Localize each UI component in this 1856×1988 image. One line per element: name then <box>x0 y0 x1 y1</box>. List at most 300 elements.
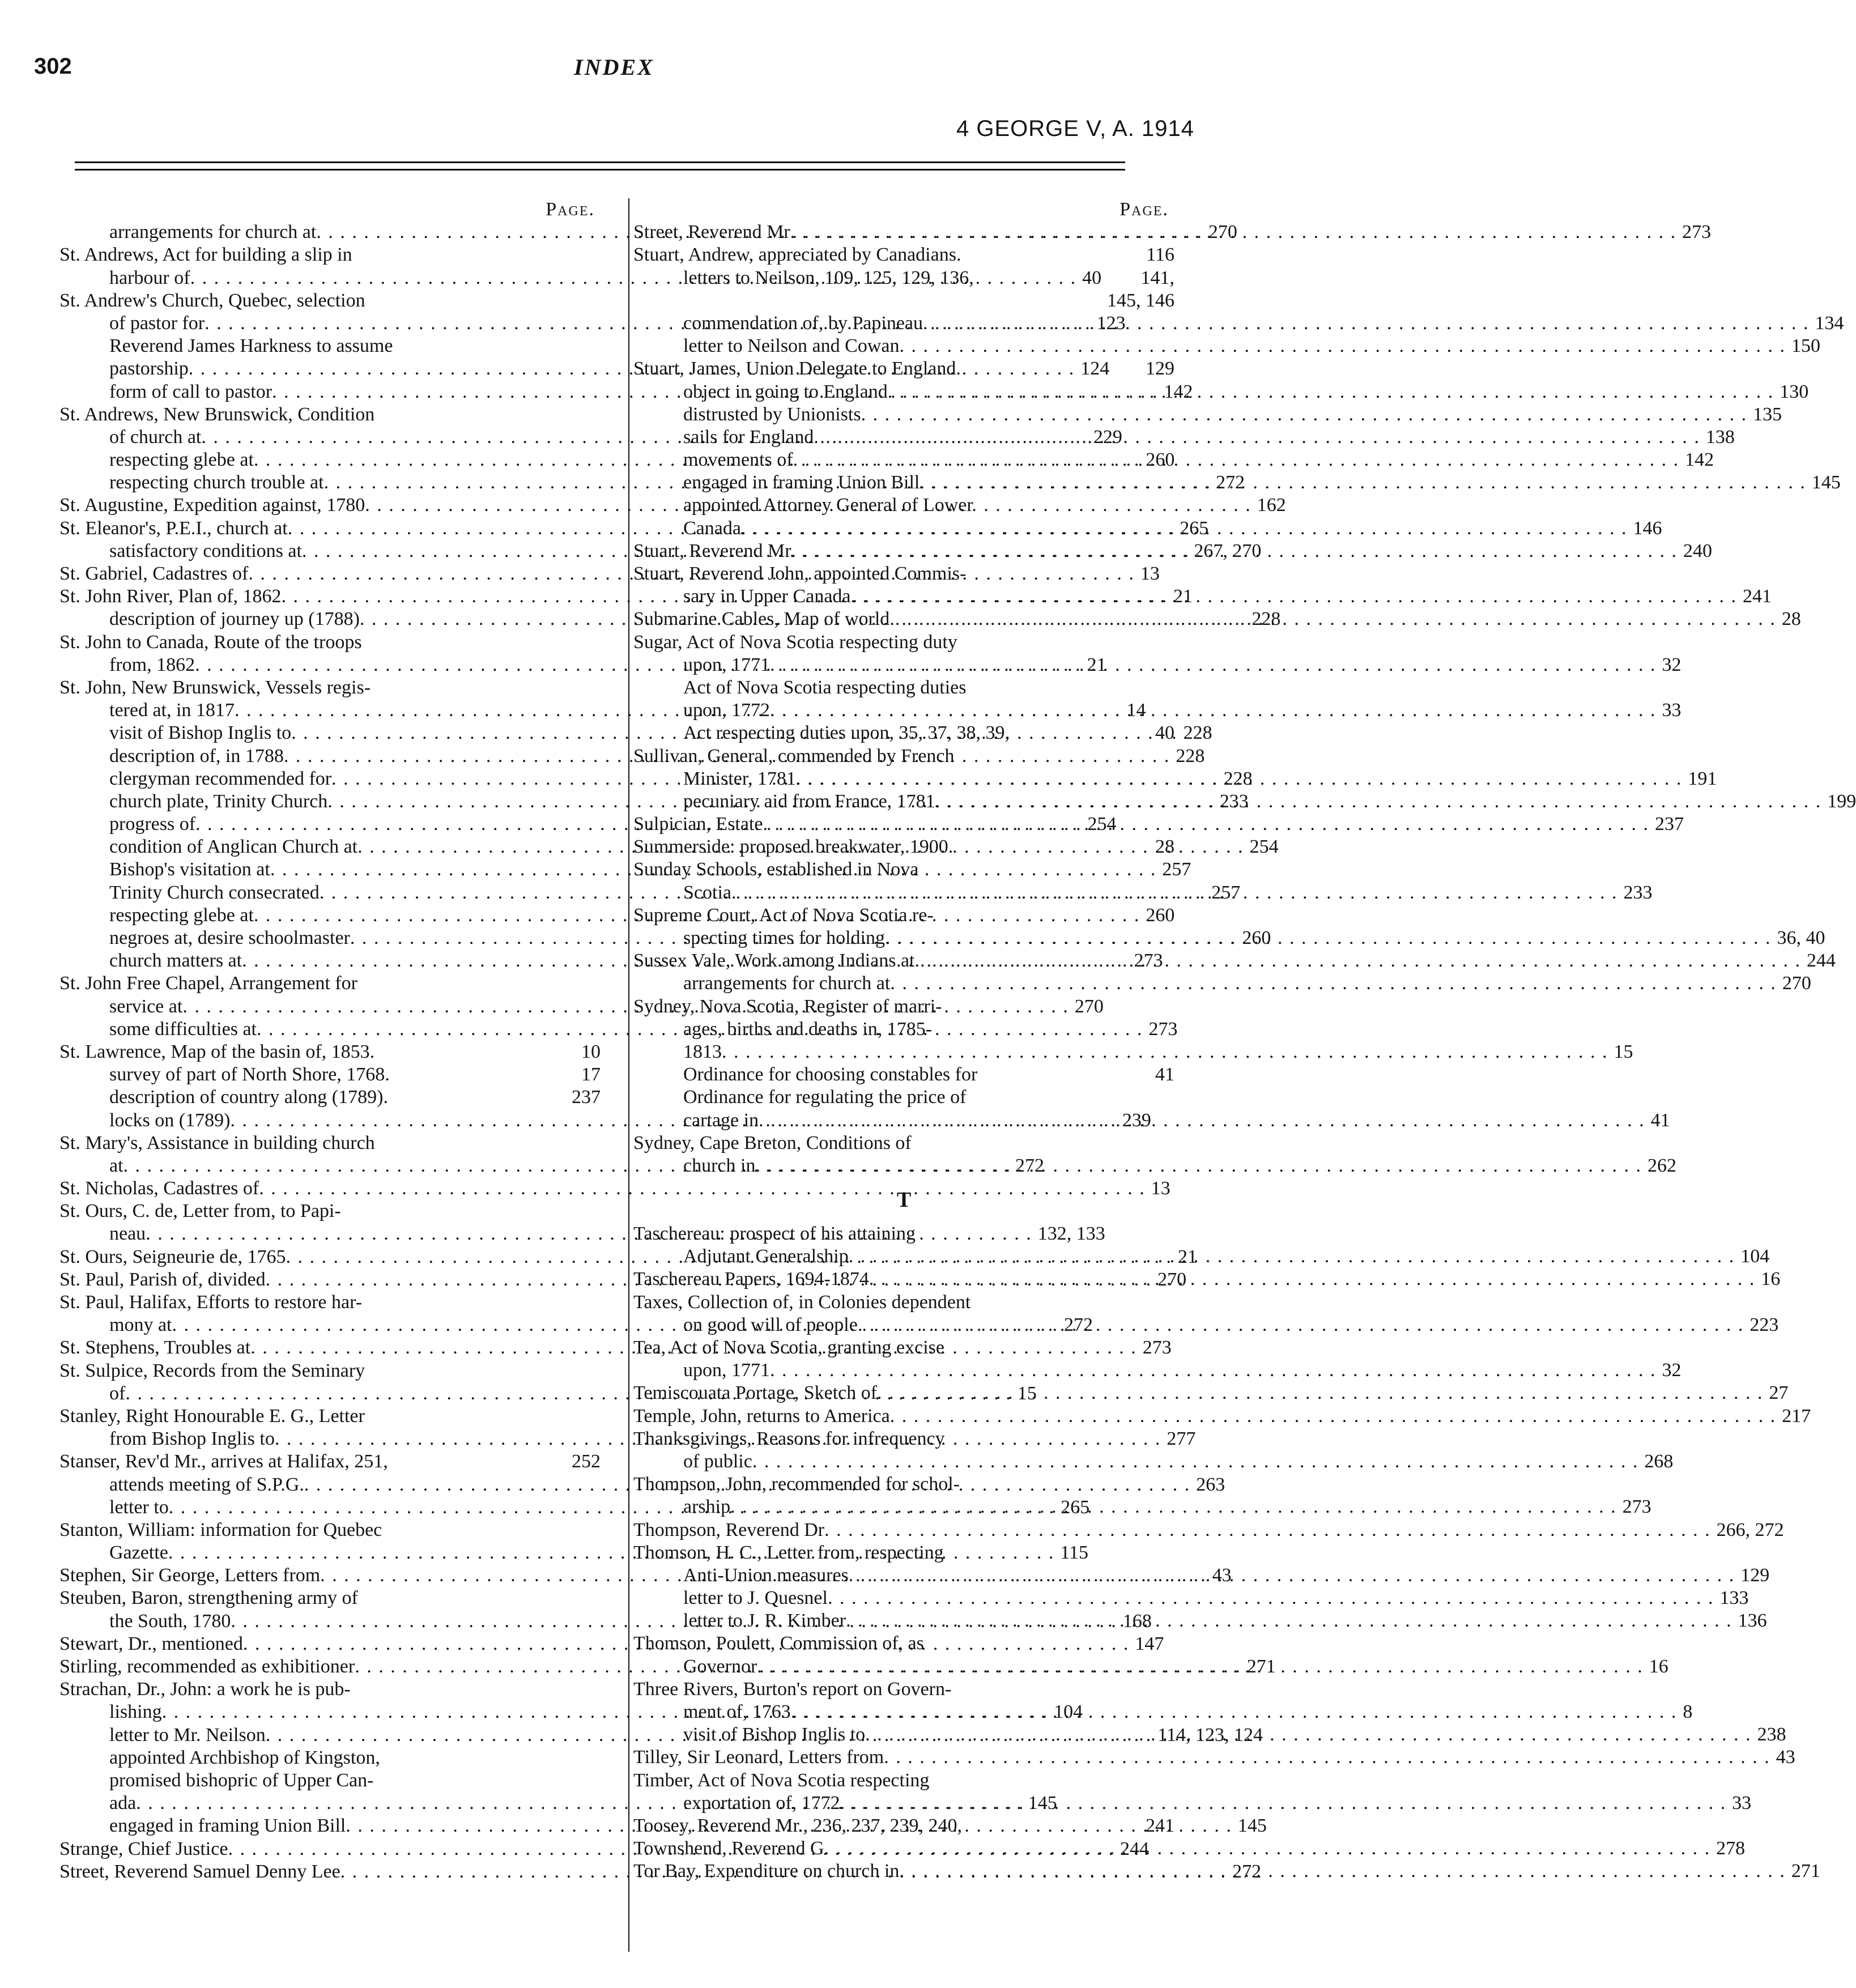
entry-page: 32 <box>1662 654 1682 675</box>
entry-page: 262 <box>1647 1155 1676 1176</box>
entry-text: Thompson, John, recommended for schol- <box>633 1474 960 1495</box>
leader-dots <box>890 1405 1777 1428</box>
index-entry <box>633 1428 1174 1450</box>
entry-text: mony at <box>109 1314 172 1336</box>
entry-page: 16 <box>1649 1655 1668 1677</box>
entry-text: commendation of, by Papineau <box>683 312 923 334</box>
entry-text: ment of, 1763 <box>683 1701 791 1722</box>
index-entry <box>59 1063 601 1086</box>
entry-text: Strange, Chief Justice <box>59 1838 228 1859</box>
entry-page: 13 <box>1140 563 1160 584</box>
entry-text: engaged in framing Union Bill <box>109 1815 346 1837</box>
entry-text: of pastor for <box>109 312 205 334</box>
entry-page: 267, 270 <box>1194 540 1262 561</box>
entry-text: 1813 <box>683 1041 722 1062</box>
leader-dots <box>770 699 1657 722</box>
entry-text: St. Ours, Seigneurie de, 1765 <box>59 1246 286 1267</box>
entry-page: 254 <box>1249 836 1279 858</box>
index-entry <box>633 699 1682 722</box>
entry-page: 15 <box>1614 1041 1633 1062</box>
entry-text: Stirling, recommended as exhibitioner <box>59 1656 355 1677</box>
entry-text: appointed Attorney General of Lower <box>683 495 973 516</box>
entry-text: Act of Nova Scotia respecting duties <box>683 676 967 698</box>
entry-text: Sussex Vale, Work among Indians at <box>633 950 915 972</box>
entry-text: St. Sulpice, Records from the Seminary <box>59 1360 365 1381</box>
entry-text: of public <box>683 1450 752 1472</box>
entry-page: 41 <box>1650 1109 1670 1131</box>
entry-text: survey of part of North Shore, 1768. <box>109 1064 390 1085</box>
entry-page: 237 <box>572 1087 601 1108</box>
index-entry <box>59 1769 601 1792</box>
entry-text: Thompson, Reverend Dr <box>633 1519 825 1540</box>
index-entry <box>633 722 1174 744</box>
entry-text: Steuben, Baron, strengthening army of <box>59 1587 358 1609</box>
index-entry <box>633 995 1174 1018</box>
index-entry <box>59 1086 601 1109</box>
entry-text: description of, in 1788 <box>109 745 284 767</box>
leader-dots <box>915 950 1802 972</box>
entry-page: 199 <box>1827 790 1856 812</box>
header-rule-top <box>75 161 1125 163</box>
index-entry <box>633 631 1174 654</box>
page-column-label: Page. <box>546 199 595 220</box>
leader-dots <box>759 1109 1645 1132</box>
leader-dots <box>770 1359 1657 1382</box>
entry-page: 278 <box>1716 1838 1746 1859</box>
index-entry <box>633 1450 1674 1473</box>
entry-page: 257 <box>1211 882 1241 903</box>
index-entry <box>633 836 1174 858</box>
entry-text: St. Stephens, Troubles at <box>59 1337 251 1359</box>
index-entry <box>633 403 1782 426</box>
entry-text: some difficulties at <box>109 1018 257 1040</box>
entry-text: Sulpician, Estate <box>633 814 763 835</box>
entry-page: 217 <box>1782 1405 1811 1427</box>
entry-text: arrangements for church at <box>109 222 317 243</box>
entry-page: 270 <box>1074 995 1104 1017</box>
leader-dots <box>858 1314 1744 1336</box>
entry-text: Timber, Act of Nova Scotia respecting <box>633 1769 930 1791</box>
entry-page: 273 <box>1142 1337 1172 1359</box>
leader-dots <box>899 335 1786 357</box>
entry-page: 272 <box>1015 1155 1045 1176</box>
entry-text: respecting church trouble at <box>109 472 324 493</box>
entry-text: Thomson, Poulett, Commission of, as <box>633 1633 924 1654</box>
entry-text: St. John River, Plan of, 1862 <box>59 586 282 607</box>
entry-text: pastorship <box>109 358 189 380</box>
index-entry <box>633 1086 1174 1109</box>
entry-text: Sydney, Nova Scotia, Register of marri- <box>633 995 942 1017</box>
entry-text: Stuart, Andrew, appreciated by Canadians. <box>633 244 961 266</box>
entry-text: Trinity Church consecrated <box>109 882 320 903</box>
entry-page: 43 <box>1212 1565 1232 1586</box>
entry-text: Stuart, James, Union Delegate to England. <box>633 358 961 380</box>
entry-text: letter to <box>109 1496 169 1518</box>
entry-page: 257 <box>1162 859 1191 880</box>
index-entry <box>633 1223 1174 1245</box>
entry-text: from Bishop Inglis to <box>109 1428 275 1450</box>
entry-text: letter to J. R. Kimber <box>683 1610 846 1632</box>
index-entry <box>59 1519 601 1542</box>
entry-page: 133 <box>1719 1587 1749 1609</box>
leader-dots <box>869 1268 1756 1291</box>
index-entry <box>633 1701 1693 1723</box>
entry-text: St. Eleanor's, P.E.I., church at <box>59 517 288 539</box>
entry-text: sary in Upper Canada <box>683 586 851 607</box>
entry-page: 145 <box>1028 1793 1057 1814</box>
entry-text: Tilley, Sir Leonard, Letters from <box>633 1747 884 1768</box>
entry-page: 141, <box>1140 267 1174 288</box>
entry-page: 104 <box>1740 1246 1770 1267</box>
entry-text: at <box>109 1155 124 1176</box>
entry-page: 134 <box>1815 312 1844 334</box>
index-entry <box>633 1678 1174 1701</box>
leader-dots <box>757 1655 1644 1678</box>
entry-page: 16 <box>1761 1268 1781 1290</box>
entry-page: 14 <box>1126 700 1146 721</box>
entry-text: St. Andrews, New Brunswick, Condition <box>59 403 375 425</box>
index-entry <box>59 676 601 699</box>
entry-text: Stuart, Reverend Mr <box>633 540 791 561</box>
index-entry <box>59 631 601 654</box>
leader-dots <box>763 813 1650 836</box>
index-entry <box>633 563 1174 585</box>
entry-page: 273 <box>1148 1018 1178 1040</box>
index-entry <box>633 654 1682 676</box>
entry-page: 115 <box>1060 1542 1089 1564</box>
entry-page: 168 <box>1122 1610 1152 1632</box>
entry-text: St. Augustine, Expedition against, 1780 <box>59 495 365 516</box>
entry-text: St. Lawrence, Map of the basin of, 1853. <box>59 1041 375 1062</box>
entry-page: 145, 146 <box>1107 290 1174 311</box>
index-entry <box>633 1815 1174 1837</box>
entry-text: specting times for holding <box>683 927 886 948</box>
entry-page: 273 <box>1134 950 1163 972</box>
entry-text: Act respecting duties upon, 35, 37, 38, 39, <box>683 722 1010 744</box>
index-entry <box>633 244 1174 266</box>
entry-page: 228 <box>1176 745 1205 767</box>
leader-dots <box>722 1041 1608 1063</box>
entry-page: 142 <box>1164 381 1193 402</box>
leader-dots <box>851 585 1738 608</box>
column-divider <box>628 198 629 1952</box>
entry-page: 123 <box>1096 312 1126 334</box>
entry-page: 238 <box>1757 1724 1786 1746</box>
entry-page: 270 <box>1208 222 1237 243</box>
entry-page: 233 <box>1219 790 1249 812</box>
entry-page: 142 <box>1685 449 1714 471</box>
entry-page: 272 <box>1063 1314 1093 1336</box>
entry-page: 145 <box>1811 472 1841 493</box>
entry-page: 266, 272 <box>1716 1519 1784 1540</box>
entry-text: St. John, New Brunswick, Vessels regis- <box>59 676 371 698</box>
entry-text: Adjutant Generalship <box>683 1246 849 1267</box>
entry-text: of <box>109 1382 126 1404</box>
entry-page: 36, 40 <box>1777 927 1825 948</box>
entry-page: 104 <box>1054 1701 1083 1723</box>
index-entry <box>633 1268 1781 1291</box>
index-entry <box>633 904 1174 927</box>
entry-text: Canada <box>683 517 741 539</box>
entry-page: 17 <box>581 1064 601 1085</box>
entry-text: Ordinance for regulating the price of <box>683 1087 967 1108</box>
index-entry <box>633 1632 1174 1655</box>
entry-text: Stuart, Reverend John, appointed Commis- <box>633 563 967 584</box>
entry-page: 263 <box>1196 1474 1225 1495</box>
index-entry <box>633 1746 1795 1769</box>
entry-page: 240 <box>1683 540 1713 561</box>
index-entry <box>633 950 1836 972</box>
entry-text: Three Rivers, Burton's report on Govern- <box>633 1678 952 1700</box>
entry-text: Sugar, Act of Nova Scotia respecting duty <box>633 631 957 653</box>
entry-text: St. Gabriel, Cadastres of <box>59 563 249 584</box>
index-entry <box>633 1496 1651 1518</box>
entry-page: 237 <box>1655 814 1684 835</box>
entry-text: Street, Reverend Mr <box>633 222 790 243</box>
entry-text: on good will of people <box>683 1314 858 1335</box>
entry-page: 138 <box>1705 426 1735 448</box>
entry-page: 147 <box>1135 1633 1164 1654</box>
entry-text: Submarine Cables, Map of world <box>633 608 890 630</box>
entry-page: 244 <box>1119 1838 1149 1859</box>
leader-dots <box>814 426 1700 449</box>
section-letter: T <box>896 1188 912 1212</box>
entry-text: Tea, Act of Nova Scotia, granting excise <box>633 1337 944 1358</box>
index-entry <box>59 403 601 426</box>
entry-text: church matters at <box>109 950 242 972</box>
entry-text: Ordinance for choosing constables for <box>683 1064 978 1085</box>
index-entry <box>633 813 1684 836</box>
entry-page: 254 <box>1087 814 1117 835</box>
leader-dots <box>824 1519 1711 1542</box>
entry-page: 132, 133 <box>1037 1223 1105 1245</box>
index-entry <box>633 1792 1752 1815</box>
entry-text: form of call to pastor <box>109 381 273 402</box>
entry-text: respecting glebe at <box>109 904 254 926</box>
entry-text: object in going to England <box>683 381 888 402</box>
entry-text: exportation of, 1772 <box>683 1792 840 1814</box>
entry-page: 271 <box>1791 1861 1820 1882</box>
entry-page: 32 <box>1662 1360 1682 1381</box>
entry-page: 150 <box>1791 335 1820 357</box>
entry-page: 116 <box>1146 244 1174 266</box>
index-entry <box>59 335 601 357</box>
entry-text: Thanksgivings, Reasons for infrequency <box>633 1428 945 1449</box>
entry-text: from, 1862 <box>109 654 195 675</box>
entry-text: ada <box>109 1793 137 1814</box>
entry-page: 129 <box>1740 1564 1770 1586</box>
entry-text: Anti-Union measures <box>683 1564 849 1586</box>
leader-dots <box>935 790 1822 813</box>
entry-text: attends meeting of S.P.G. <box>109 1474 304 1495</box>
index-entry <box>59 1132 601 1155</box>
entry-page: 260 <box>1146 449 1175 471</box>
entry-page: 8 <box>1683 1701 1693 1722</box>
leader-dots <box>752 1450 1639 1473</box>
leader-dots <box>889 608 1776 631</box>
entry-text: Taschereau: prospect of his attaining <box>633 1223 916 1245</box>
entry-text: St. Mary's, Assistance in building church <box>59 1132 375 1153</box>
index-entry <box>59 1041 601 1063</box>
entry-text: St. Paul, Halifax, Efforts to restore har- <box>59 1292 363 1313</box>
index-entry <box>633 1336 1174 1359</box>
index-entry <box>633 858 1174 881</box>
page-title: INDEX <box>574 54 654 80</box>
entry-text: visit of Bishop Inglis to <box>683 1724 866 1746</box>
entry-page: 28 <box>1781 608 1801 630</box>
entry-page: 28 <box>1155 836 1174 858</box>
leader-dots <box>824 1837 1711 1860</box>
entry-text: cartage in <box>683 1109 759 1131</box>
index-entry <box>633 1769 1174 1792</box>
entry-text: Stanley, Right Honourable E. G., Letter <box>59 1405 365 1427</box>
entry-page: 272 <box>1216 472 1245 493</box>
entry-page: 271 <box>1246 1656 1276 1677</box>
index-entry <box>633 267 1174 290</box>
entry-text: Scotia <box>683 882 731 903</box>
index-entry <box>59 1450 601 1473</box>
entry-text: Summerside: proposed breakwater, 1900. <box>633 836 953 858</box>
index-entry <box>633 745 1174 768</box>
entry-text: Sydney, Cape Breton, Conditions of <box>633 1132 912 1153</box>
index-entry <box>633 1018 1174 1041</box>
entry-text: St. Nicholas, Cadastres of <box>59 1178 259 1199</box>
entry-text: upon, 1771 <box>683 1360 770 1381</box>
session-label: 4 GEORGE V, A. 1914 <box>956 116 1194 141</box>
entry-page: 260 <box>1146 904 1175 926</box>
leader-dots <box>884 1746 1770 1769</box>
leader-dots <box>796 768 1683 790</box>
entry-text: lishing <box>109 1701 162 1723</box>
leader-dots <box>885 927 1772 950</box>
leader-dots <box>790 221 1677 244</box>
entry-text: Thomson, H. C., Letter from, respecting <box>633 1542 944 1563</box>
entry-page: 135 <box>1753 403 1782 425</box>
index-entry <box>633 335 1820 357</box>
entry-page: 129 <box>1146 358 1174 380</box>
entry-page: 40 <box>1155 722 1174 744</box>
leader-dots <box>828 1587 1714 1610</box>
entry-text: St. John to Canada, Route of the troops <box>59 631 362 653</box>
entry-page: 268 <box>1644 1450 1674 1472</box>
entry-page: 272 <box>1232 1861 1262 1882</box>
entry-page: 244 <box>1807 950 1836 972</box>
index-entry <box>633 494 1174 517</box>
entry-text: service at <box>109 995 183 1017</box>
entry-page: 114, 123, 124 <box>1157 1724 1263 1746</box>
index-entry <box>633 1359 1682 1382</box>
leader-dots <box>923 312 1810 335</box>
entry-text: Street, Reverend Samuel Denny Lee <box>59 1861 340 1882</box>
leader-dots <box>755 1155 1642 1177</box>
index-entry <box>59 1747 601 1769</box>
index-entry <box>633 1382 1789 1404</box>
entry-text: St. Paul, Parish of, divided <box>59 1268 266 1290</box>
leader-dots <box>846 1610 1732 1632</box>
entry-text: Minister, 1781 <box>683 768 796 789</box>
entry-text: St. John Free Chapel, Arrangement for <box>59 973 357 994</box>
entry-page: 136 <box>1738 1610 1767 1632</box>
index-entry <box>59 290 601 312</box>
page-number: 302 <box>34 54 72 79</box>
entry-text: upon, 1771 <box>683 654 770 675</box>
entry-text: description of country along (1789). <box>109 1087 388 1108</box>
index-entry <box>633 972 1811 995</box>
leader-dots <box>890 972 1777 995</box>
entry-text: Bishop's visitation at <box>109 859 270 880</box>
entry-text: arrangements for church at <box>683 973 891 994</box>
index-entry <box>633 312 1844 335</box>
entry-text: description of journey up (1788) <box>109 608 360 630</box>
index-entry <box>59 972 601 995</box>
index-entry <box>59 1360 601 1382</box>
index-entry <box>633 676 1174 699</box>
entry-page: 273 <box>1622 1496 1651 1518</box>
entry-text: distrusted by Unionists <box>683 403 861 425</box>
entry-page: 40 <box>1082 267 1102 288</box>
entry-text: Taxes, Collection of, in Colonies dependent <box>633 1291 971 1313</box>
leader-dots <box>770 654 1657 676</box>
entry-page: 229 <box>1093 426 1122 448</box>
entry-page: 33 <box>1662 700 1682 721</box>
index-entry <box>59 244 601 266</box>
entry-text: Sullivan, General, commended by French <box>633 745 955 767</box>
entry-page: 130 <box>1780 381 1809 402</box>
entry-text: locks on (1789) <box>109 1109 231 1131</box>
entry-text: movements of <box>683 449 793 471</box>
entry-page: 145 <box>1237 1815 1267 1837</box>
leader-dots <box>877 1382 1764 1404</box>
entry-text: Supreme Court, Act of Nova Scotia re- <box>633 904 934 926</box>
entry-page: 33 <box>1732 1792 1752 1814</box>
entry-text: Stanser, Rev'd Mr., arrives at Halifax, 251, <box>59 1451 388 1472</box>
entry-text: negroes at, desire schoolmaster <box>109 927 350 948</box>
entry-page: 270 <box>1782 973 1811 994</box>
entry-text: harbour of <box>109 267 190 288</box>
entry-page: 124 <box>1080 358 1110 380</box>
index-entry <box>633 1542 1174 1564</box>
page-column-label: Page. <box>1119 199 1169 220</box>
index-entry <box>633 1132 1174 1155</box>
entry-text: St. Ours, C. de, Letter from, to Papi- <box>59 1201 341 1222</box>
entry-text: Townshend, Reverend G <box>633 1838 824 1859</box>
entry-text: upon, 1772 <box>683 700 770 721</box>
entry-page: 146 <box>1633 517 1662 539</box>
leader-dots <box>920 471 1806 494</box>
index-entry <box>633 426 1735 449</box>
index-entry <box>633 1587 1749 1610</box>
entry-text: Reverend James Harkness to assume <box>109 335 393 357</box>
entry-text: church plate, Trinity Church <box>109 790 328 812</box>
leader-dots <box>888 381 1774 403</box>
index-entry <box>633 1519 1784 1542</box>
entry-text: respecting glebe at <box>109 449 254 471</box>
entry-page: 10 <box>581 1041 601 1062</box>
index-entry <box>59 1678 601 1701</box>
entry-page: 43 <box>1776 1747 1795 1768</box>
entry-page: 21 <box>1087 654 1106 675</box>
index-entry <box>59 1291 601 1314</box>
entry-text: church in <box>683 1155 756 1176</box>
entry-text: Temple, John, returns to America <box>633 1405 890 1427</box>
entry-text: Strachan, Dr., John: a work he is pub- <box>59 1679 351 1700</box>
entry-text: appointed Archbishop of Kingston, <box>109 1747 380 1768</box>
entry-text: progress of <box>109 814 196 835</box>
leader-dots <box>791 1701 1678 1723</box>
entry-page: 277 <box>1167 1428 1196 1450</box>
entry-text: Toosey, Reverend Mr., 236, 237, 239, 240, <box>633 1815 962 1836</box>
leader-dots <box>849 1245 1735 1268</box>
